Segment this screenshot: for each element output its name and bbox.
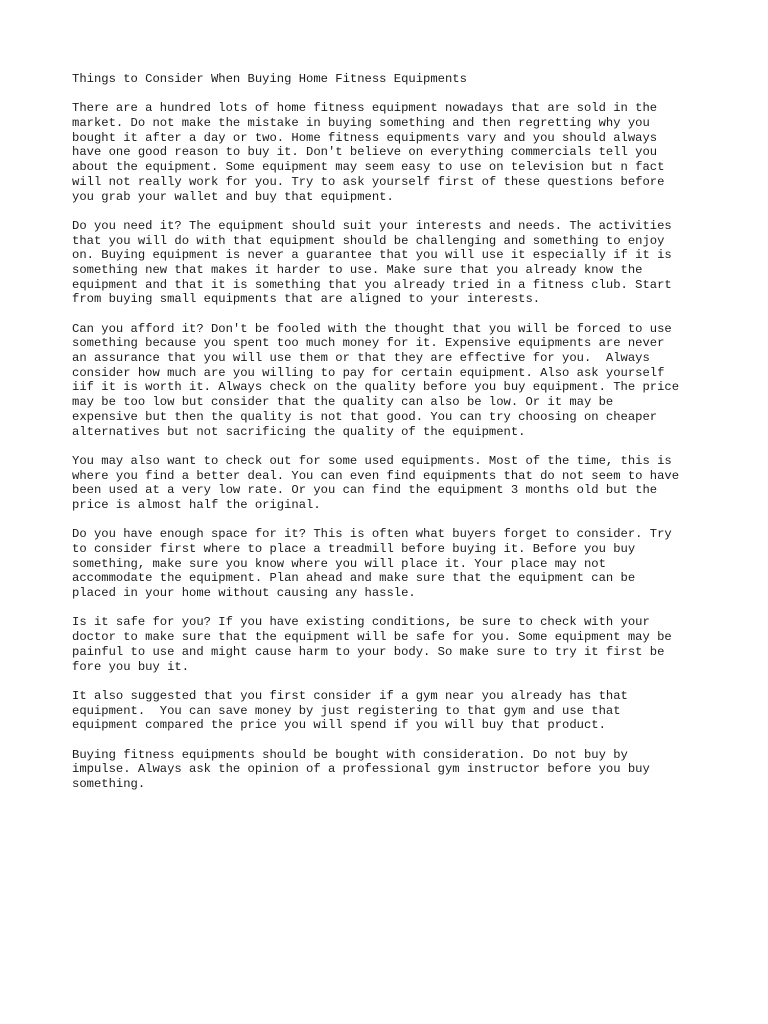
document-title: Things to Consider When Buying Home Fitness Equipments xyxy=(72,72,467,86)
document-body xyxy=(72,101,712,791)
document-page xyxy=(72,72,712,806)
text-line: It also suggested that you first consider if a gym near you already has that xyxy=(72,688,628,703)
text-line: accommodate the equipment. Plan ahead and make sure that the equipment can be xyxy=(72,571,636,586)
text-line: Can you afford it? Don't be fooled with the thought that you will be forced to use xyxy=(72,321,672,336)
text-line: market. Do not make the mistake in buying something and then regretting why you xyxy=(72,116,650,131)
text-line: bought it after a day or two. Home fitness equipments vary and you should always xyxy=(72,130,658,145)
text-line: an assurance that you will use them or that they are effective for you. Always xyxy=(72,351,650,366)
text-line: doctor to make sure that the equipment will be safe for you. Some equipment may be xyxy=(72,630,672,645)
text-line: painful to use and might cause harm to your body. So make sure to try it first be xyxy=(72,644,665,659)
text-line: equipment compared the price you will spend if you will buy that product. xyxy=(72,718,606,733)
paragraph xyxy=(72,219,712,307)
text-line: iif it is worth it. Always check on the quality before you buy equipment. The price xyxy=(72,380,680,395)
paragraph xyxy=(72,748,712,792)
text-line: have one good reason to buy it. Don't believe on everything commercials tell you xyxy=(72,145,658,160)
text-line: from buying small equipments that are aligned to your interests. xyxy=(72,292,541,307)
text-line: price is almost half the original. xyxy=(72,497,321,512)
paragraph xyxy=(72,101,712,204)
paragraph xyxy=(72,615,712,674)
text-line: on. Buying equipment is never a guarantee that you will use it especially if it is xyxy=(72,248,672,263)
text-line: will not really work for you. Try to ask yourself first of these questions before xyxy=(72,174,665,189)
text-line: There are a hundred lots of home fitness equipment nowadays that are sold in the xyxy=(72,101,658,116)
text-line: Do you need it? The equipment should suit your interests and needs. The activities xyxy=(72,218,672,233)
text-line: something because you spent too much money for it. Expensive equipments are never xyxy=(72,336,665,351)
text-line: something, make sure you know where you will place it. Your place may not xyxy=(72,556,606,571)
text-line: equipment and that it is something that you already tried in a fitness club. Start xyxy=(72,277,672,292)
text-line: expensive but then the quality is not that good. You can try choosing on cheaper xyxy=(72,409,658,424)
text-line: that you will do with that equipment should be challenging and something to enjoy xyxy=(72,233,665,248)
text-line: you grab your wallet and buy that equipment. xyxy=(72,189,394,204)
text-line: placed in your home without causing any hassle. xyxy=(72,586,416,601)
paragraph xyxy=(72,322,712,440)
text-line: something new that makes it harder to use. Make sure that you already know the xyxy=(72,262,643,277)
text-line: something. xyxy=(72,777,146,791)
text-line: You may also want to check out for some used equipments. Most of the time, this is xyxy=(72,453,672,468)
text-line: where you find a better deal. You can even find equipments that do not seem to have xyxy=(72,468,680,483)
text-line: about the equipment. Some equipment may seem easy to use on television but n fact xyxy=(72,160,665,175)
text-line: Is it safe for you? If you have existing conditions, be sure to check with your xyxy=(72,615,650,630)
paragraph xyxy=(72,527,712,600)
paragraph xyxy=(72,454,712,513)
text-line: may be too low but consider that the quality can also be low. Or it may be xyxy=(72,395,614,410)
paragraph xyxy=(72,689,712,733)
text-line: fore you buy it. xyxy=(72,659,190,674)
text-line: alternatives but not sacrificing the quality of the equipment. xyxy=(72,424,526,439)
text-line: to consider first where to place a treadmill before buying it. Before you buy xyxy=(72,542,636,556)
text-line: Buying fitness equipments should be bought with consideration. Do not buy by xyxy=(72,747,628,762)
text-line: equipment. You can save money by just registering to that gym and use that xyxy=(72,703,621,718)
text-line: impulse. Always ask the opinion of a professional gym instructor before you buy xyxy=(72,762,650,777)
text-line: Do you have enough space for it? This is often what buyers forget to consider. Try xyxy=(72,527,672,542)
text-line: been used at a very low rate. Or you can find the equipment 3 months old but the xyxy=(72,483,658,498)
text-line: consider how much are you willing to pay for certain equipment. Also ask yourself xyxy=(72,365,665,380)
